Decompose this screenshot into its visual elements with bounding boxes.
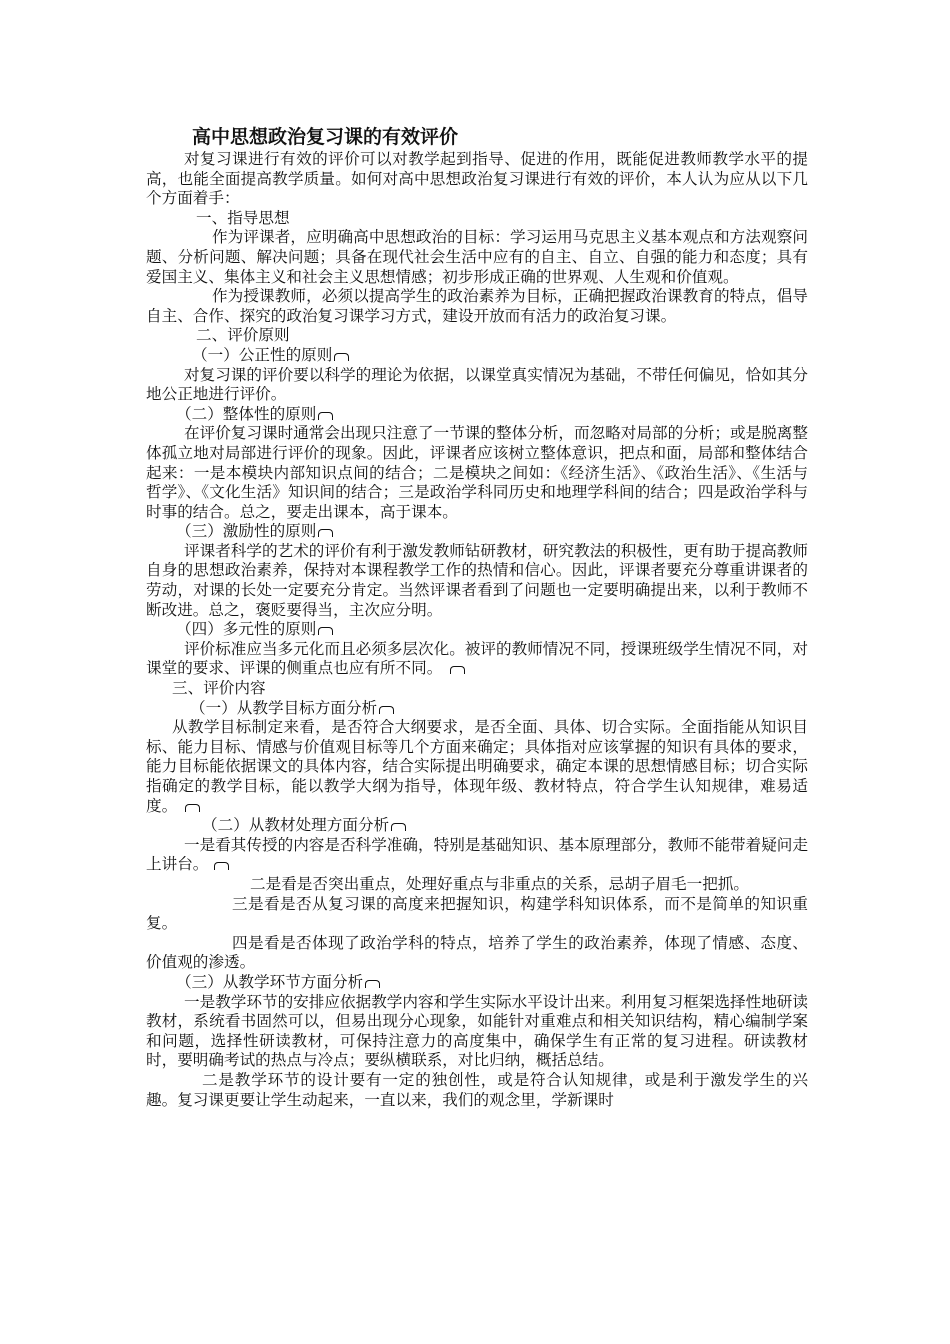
section-3a-text: 从教学目标制定来看，是否符合大纲要求，是否全面、具体、切合实际。全面指能从知识目标、能力目标、情感与价值观目标等几个方面来确定；具体指对应该掌握的知识有具体的要求，能力目标能依据课文的具体内容，结合实际提出明确要求，确定本课的思想情感目标；切合实际指确定的教学目标，能以教学大纲为指导，体现年级、教材特点，符合学生认知规律，难易适度。 [146, 718, 808, 815]
revision-mark-icon [391, 823, 406, 831]
section-2b-text: 在评价复习课时通常会出现只注意了一节课的整体分析，而忽略对局部的分析；或是脱离整体孤立地对局部进行评价的现象。因此，评课者应该树立整体意识，把点和面，局部和整体结合起来：一是本模块内部知识点间的结合；二是模块之间如：《经济生活》、《政治生活》、《生活与哲学》、《文化生活》知识间的结合；三是政治学科同历史和地理学科间的结合；四是政治学科与时事的结合。总之，要走出课本，高于课本。 [146, 424, 808, 521]
intro-paragraph: 对复习课进行有效的评价可以对教学起到指导、促进的作用，既能促进教师教学水平的提高，也能全面提高教学质量。如何对高中思想政治复习课进行有效的评价，本人认为应从以下几个方面着手： [146, 150, 808, 208]
revision-mark-icon [379, 706, 394, 714]
revision-mark-icon [318, 412, 333, 420]
revision-mark-icon [450, 666, 465, 674]
revision-mark-icon [334, 353, 349, 361]
section-1-paragraph-2: 作为授课教师，必须以提高学生的政治素养为目标，正确把握政治课教育的特点，倡导自主、合作、探究的政治复习课学习方式，建设开放而有活力的政治复习课。 [146, 287, 808, 325]
section-3b-paragraph-3: 三是看是否从复习课的高度来把握知识，构建学科知识体系，而不是简单的知识重复。 [146, 894, 808, 933]
revision-mark-icon [365, 980, 380, 988]
revision-mark-icon [318, 627, 333, 635]
section-2b-heading: （二）整体性的原则 [146, 405, 808, 425]
section-1-paragraph-1: 作为评课者，应明确高中思想政治的目标：学习运用马克思主义基本观点和方法观察问题、分析问题、解决问题；具备在现代社会生活中应有的自主、自立、自强的能力和态度；具有爱国主义、集体主义和社会主义思想情感；初步形成正确的世界观、人生观和价值观。 [146, 228, 808, 286]
section-1-heading: 一、指导思想 [196, 208, 290, 227]
document-title: 高中思想政治复习课的有效评价 [192, 126, 459, 148]
section-2c-heading: （三）激励性的原则 [146, 522, 808, 542]
section-3b-paragraph-1: 一是看其传授的内容是否科学准确，特别是基础知识、基本原理部分，教师不能带着疑问走上讲台。 [146, 835, 808, 874]
section-3c-paragraph-1: 一是教学环节的安排应依据教学内容和学生实际水平设计出来。利用复习框架选择性地研读教材，系统看书固然可以，但易出现分心现象，如能针对重难点和相关知识结构，精心编制学案和问题，选择性研读教材，可保持注意力的高度集中，确保学生有正常的复习进程。研读教材时，要明确考试的热点与冷点；要纵横联系，对比归纳，概括总结。 [146, 992, 808, 1070]
section-2c-text: 评课者科学的艺术的评价有利于激发教师钻研教材，研究教法的积极性，更有助于提高教师自身的思想政治素养，保持对本课程教学工作的热情和信心。因此，评课者要充分尊重讲课者的劳动，对课的长处一定要充分肯定。当然评课者看到了问题也一定要明确提出来，以利于教师不断改进。总之，褒贬要得当，主次应分明。 [146, 541, 808, 619]
section-2d-text: 评价标准应当多元化而且必须多层次化。被评的教师情况不同，授课班级学生情况不同，对课堂的要求、评课的侧重点也应有所不同。 [146, 639, 808, 678]
section-2a-text: 对复习课的评价要以科学的理论为依据，以课堂真实情况为基础，不带任何偏见，恰如其分地公正地进行评价。 [146, 365, 808, 404]
section-3a-heading: （一）从教学目标方面分析 [146, 699, 808, 719]
section-3b-paragraph-4: 四是看是否体现了政治学科的特点，培养了学生的政治素养，体现了情感、态度、价值观的渗透。 [146, 933, 808, 972]
revision-mark-icon [214, 862, 229, 870]
section-3-heading: 三、评价内容 [172, 679, 266, 698]
section-2-heading: 二、评价原则 [196, 326, 290, 345]
section-3b-paragraph-2: 二是看是否突出重点，处理好重点与非重点的关系，忌胡子眉毛一把抓。 [250, 874, 750, 893]
revision-mark-icon [185, 804, 200, 812]
section-3b-heading: （二）从教材处理方面分析 [146, 816, 808, 836]
section-3c-paragraph-2: 二是教学环节的设计要有一定的独创性，或是符合认知规律，或是利于激发学生的兴趣。复习课更要让学生动起来，一直以来，我们的观念里，学新课时 [146, 1070, 808, 1109]
section-3c-heading: （三）从教学环节方面分析 [146, 973, 808, 993]
document-page [146, 124, 808, 1110]
section-2d-heading: （四）多元性的原则 [146, 620, 808, 640]
revision-mark-icon [318, 529, 333, 537]
section-2a-heading: （一）公正性的原则 [146, 346, 808, 366]
